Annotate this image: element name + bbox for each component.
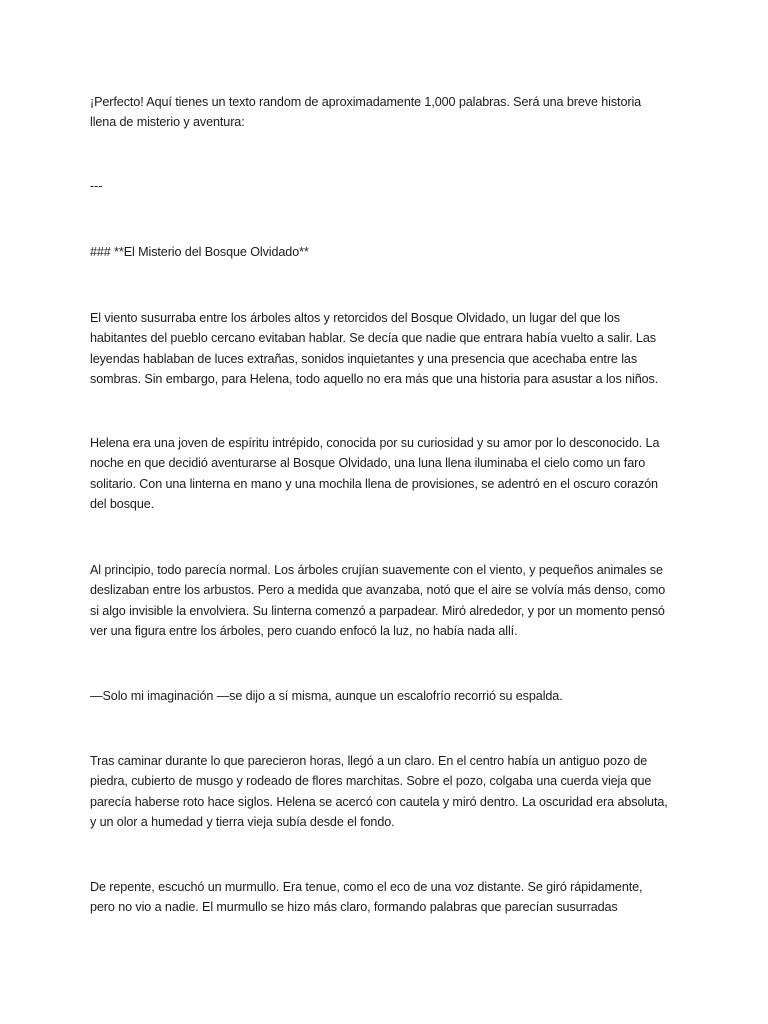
story-title (90, 242, 690, 262)
story-paragraph (90, 751, 690, 832)
text-line: leyendas hablaban de luces extrañas, sonidos inquietantes y una presencia que acechaba entre las (90, 351, 638, 366)
text-line: --- (90, 179, 103, 193)
text-line: —Solo mi imaginación —se dijo a sí misma, aunque un escalofrío recorrió su espalda. (90, 689, 563, 703)
text-line: El viento susurraba entre los árboles altos y retorcidos del Bosque Olvidado, un lugar del que los (90, 311, 620, 325)
intro-paragraph (90, 92, 690, 133)
text-line: noche en que decidió aventurarse al Bosque Olvidado, una luna llena iluminaba el cielo como un faro (90, 456, 646, 471)
text-line: ver una figura entre los árboles, pero cuando enfocó la luz, no había nada allí. (90, 623, 518, 638)
text-line: ¡Perfecto! Aquí tienes un texto random de aproximadamente 1,000 palabras. Será una breve historia (90, 95, 642, 109)
text-line: Tras caminar durante lo que parecieron horas, llegó a un claro. En el centro había un antiguo pozo de (90, 754, 648, 768)
story-dialogue (90, 686, 690, 706)
text-line: ### **El Misterio del Bosque Olvidado** (90, 245, 309, 259)
text-line: Al principio, todo parecía normal. Los árboles crujían suavemente con el viento, y pequeños animales se (90, 563, 663, 577)
text-line: pero no vio a nadie. El murmullo se hizo más claro, formando palabras que parecían susurradas (90, 900, 618, 915)
text-line: deslizaban entre los arbustos. Pero a medida que avanzaba, notó que el aire se volvía más denso, como (90, 583, 666, 598)
story-paragraph (90, 560, 690, 641)
text-line: y un olor a humedad y tierra vieja subía desde el fondo. (90, 814, 395, 829)
text-line: sombras. Sin embargo, para Helena, todo aquello no era más que una historia para asustar a los niños. (90, 371, 659, 386)
text-line: si algo invisible la envolviera. Su linterna comenzó a parpadear. Miró alrededor, y por un momento pensó (90, 603, 665, 618)
text-line: Helena era una joven de espíritu intrépido, conocida por su curiosidad y su amor por lo desconocido. La (90, 436, 660, 450)
separator-line (90, 176, 690, 196)
text-line: parecía haberse roto hace siglos. Helena se acercó con cautela y miró dentro. La oscuridad era absoluta, (90, 794, 668, 809)
text-line: habitantes del pueblo cercano evitaban hablar. Se decía que nadie que entrara había vuelto a salir. Las (90, 331, 656, 346)
text-line: De repente, escuchó un murmullo. Era tenue, como el eco de una voz distante. Se giró rápidamente, (90, 880, 643, 894)
text-line: piedra, cubierto de musgo y rodeado de flores marchitas. Sobre el pozo, colgaba una cuerda vieja que (90, 774, 652, 789)
story-paragraph (90, 877, 690, 918)
story-paragraph (90, 433, 690, 514)
story-paragraph (90, 308, 690, 389)
text-line: del bosque. (90, 496, 155, 511)
text-line: llena de misterio y aventura: (90, 115, 245, 130)
text-line: solitario. Con una linterna en mano y una mochila llena de provisiones, se adentró en el oscuro corazón (90, 476, 658, 491)
